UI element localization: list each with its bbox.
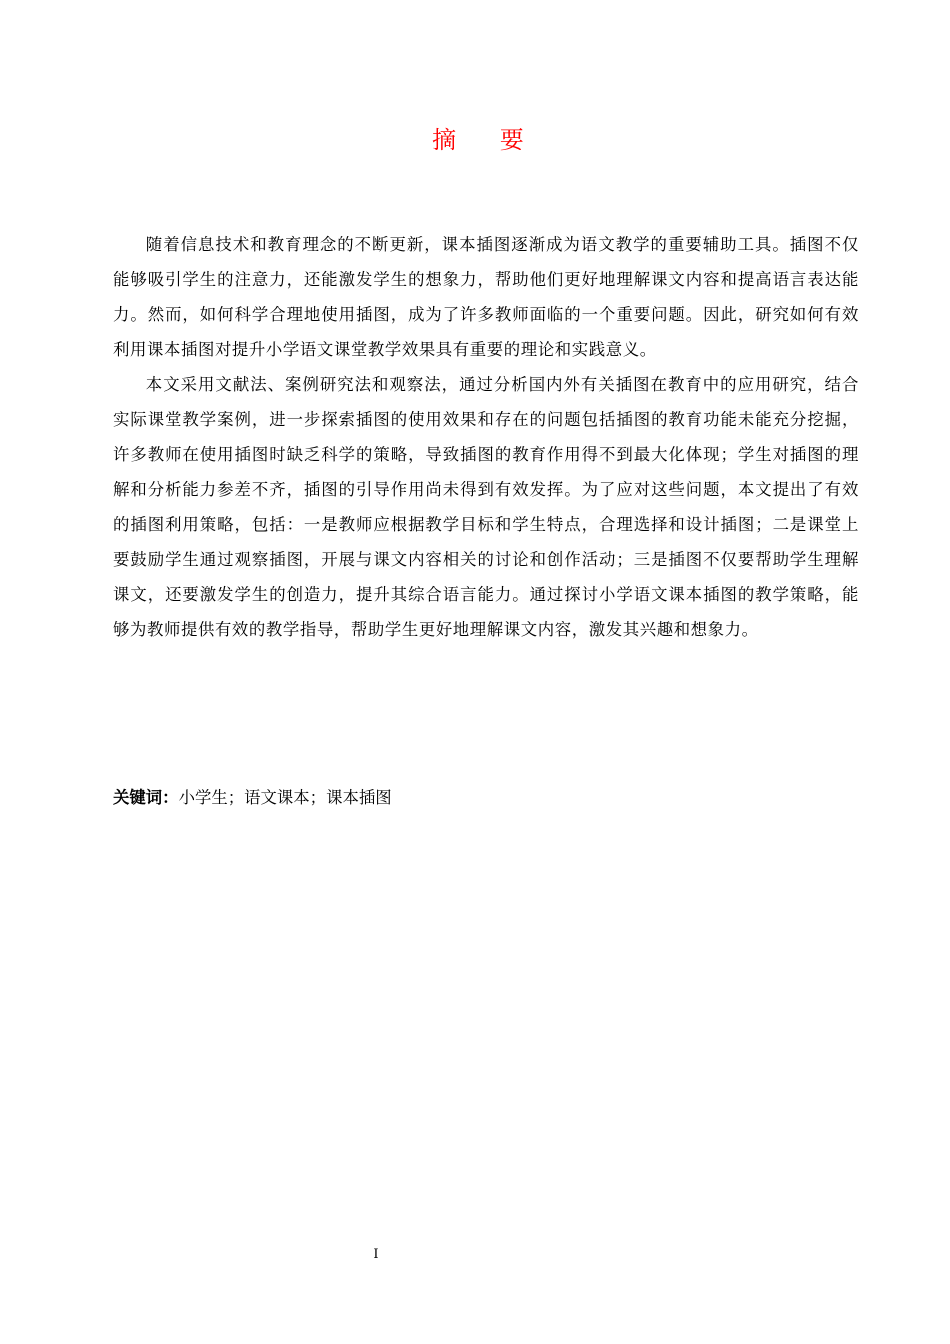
page-number: I bbox=[373, 1247, 379, 1262]
abstract-title: 摘 要 bbox=[432, 126, 542, 154]
keywords-value: 小学生；语文课本；课本插图 bbox=[178, 788, 392, 807]
keywords-label: 关键词： bbox=[113, 788, 179, 807]
abstract-paragraph-1: 随着信息技术和教育理念的不断更新，课本插图逐渐成为语文教学的重要辅助工具。插图不仅能够吸引学生的注意力，还能激发学生的想象力，帮助他们更好地理解课文内容和提高语言表达能力。然而，如何科学合理地使用插图，成为了许多教师面临的一个重要问题。因此，研究如何有效利用课本插图对提升小学语文课堂教学效果具有重要的理论和实践意义。 bbox=[113, 235, 859, 359]
keywords-line bbox=[113, 784, 859, 812]
abstract-body bbox=[113, 227, 859, 647]
abstract-paragraph-2: 本文采用文献法、案例研究法和观察法，通过分析国内外有关插图在教育中的应用研究，结合实际课堂教学案例，进一步探索插图的使用效果和存在的问题包括插图的教育功能未能充分挖掘，许多教师在使用插图时缺乏科学的策略，导致插图的教育作用得不到最大化体现；学生对插图的理解和分析能力参差不齐，插图的引导作用尚未得到有效发挥。为了应对这些问题，本文提出了有效的插图利用策略，包括：一是教师应根据教学目标和学生特点，合理选择和设计插图；二是课堂上要鼓励学生通过观察插图，开展与课文内容相关的讨论和创作活动；三是插图不仅要帮助学生理解课文，还要激发学生的创造力，提升其综合语言能力。通过探讨小学语文课本插图的教学策略，能够为教师提供有效的教学指导，帮助学生更好地理解课文内容，激发其兴趣和想象力。 bbox=[113, 375, 859, 639]
